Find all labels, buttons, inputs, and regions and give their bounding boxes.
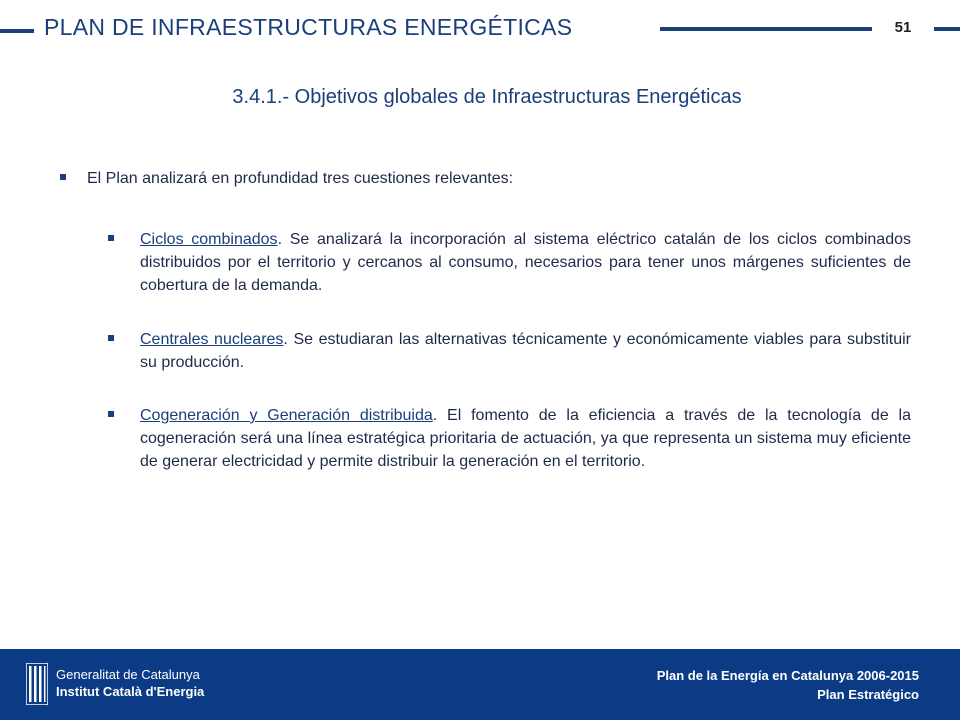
organization-name xyxy=(56,666,204,700)
square-bullet-icon xyxy=(108,411,114,417)
doc-subtitle: Plan Estratégico xyxy=(817,687,919,702)
header-rule-left xyxy=(0,29,34,33)
square-bullet-icon xyxy=(60,174,66,180)
footer-bar xyxy=(0,649,960,720)
intro-text: El Plan analizará en profundidad tres cuestiones relevantes: xyxy=(87,170,514,187)
list-item-text xyxy=(140,228,911,298)
doc-title: Plan de la Energía en Catalunya 2006-2015 xyxy=(656,668,919,683)
list-item-text xyxy=(140,328,911,374)
intro-paragraph xyxy=(60,170,513,188)
document-info xyxy=(560,666,919,704)
term-centrales-nucleares: Centrales nucleares xyxy=(140,330,284,348)
term-cogeneracion: Cogeneración y Generación distribuida xyxy=(140,406,433,424)
header-rule-right xyxy=(660,27,872,31)
org-line-generalitat: Generalitat de Catalunya xyxy=(56,667,200,682)
list-item-cogeneracion xyxy=(108,404,911,474)
section-title: 3.4.1.- Objetivos globales de Infraestructuras Energéticas xyxy=(232,86,742,108)
description-cogeneracion: . El fomento de la eficiencia a través de la tecnología de la cogeneración será una línea estratégica prioritaria de actuación, ya que representa un sistema muy eficiente de generar electricidad y permite distribuir la generación en el territorio. xyxy=(140,406,912,471)
list-item-text xyxy=(140,404,911,474)
page-number: 51 xyxy=(894,19,912,36)
generalitat-logo-icon xyxy=(26,663,48,705)
description-centrales-nucleares: . Se estudiaran las alternativas técnicamente y económicamente viables para substituir su producción. xyxy=(140,330,911,371)
header-title: PLAN DE INFRAESTRUCTURAS ENERGÉTICAS xyxy=(44,14,573,40)
square-bullet-icon xyxy=(108,335,114,341)
list-item-centrales-nucleares xyxy=(108,328,911,374)
description-ciclos-combinados: . Se analizará la incorporación al sistema eléctrico catalán de los ciclos combinados distribuidos por el territorio y cercanos al consumo, necesarios para tener unos márgenes suficientes de cobertura de la demanda. xyxy=(140,231,912,295)
term-ciclos-combinados: Ciclos combinados xyxy=(140,231,278,248)
list-item-ciclos-combinados xyxy=(108,228,911,298)
header-rule-far-right xyxy=(934,27,960,31)
objectives-list xyxy=(108,228,911,504)
org-line-institut: Institut Català d'Energia xyxy=(56,684,205,699)
square-bullet-icon xyxy=(108,235,114,241)
